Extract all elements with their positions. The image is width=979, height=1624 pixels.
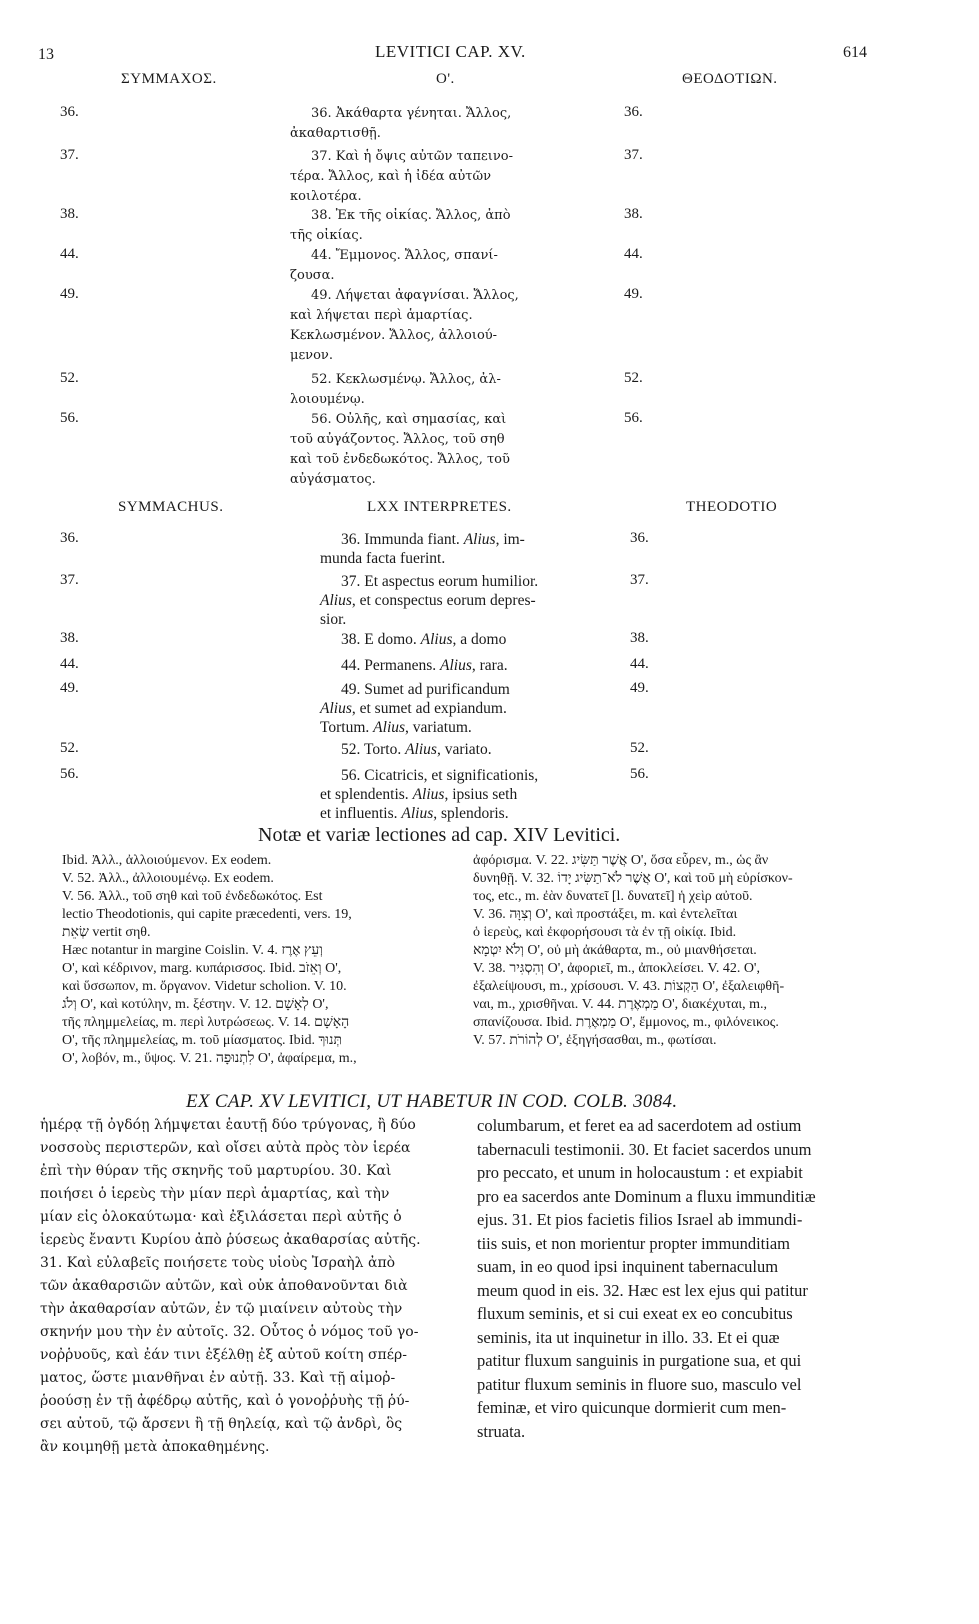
symmachus-verse-number: 52. <box>60 740 79 756</box>
body-line: patitur fluxum sanguinis in purgatione sua, et qui <box>477 1351 802 1370</box>
theodotion-verse-number: 37. <box>630 572 649 588</box>
column-heading-theodotion-latin: THEODOTIO <box>686 499 778 515</box>
body-line: νοῤῥυοῦς, καὶ ἐάν τινι ἐξέλθῃ ἐξ αὐτοῦ κοίτη σπέρ- <box>40 1347 407 1363</box>
note-line: V. 56. Ἀλλ., τοῦ σηθ καὶ τοῦ ἐνδεδωκότος. Est <box>62 889 323 904</box>
note-line: ναι, m., χρισθῆναι. V. 44. מַמְאֶרֶת Ο', διακέχυται, m., <box>473 997 768 1012</box>
lxx-greek-line: μενον. <box>290 348 333 363</box>
body-line: seminis, ita ut inquinetur in illo. 33. Et ei quæ <box>477 1327 780 1347</box>
body-line: struata. <box>477 1421 526 1441</box>
lxx-latin-line: 44. Permanens. Alius, rara. <box>341 657 508 674</box>
body-line: ῥοούσῃ ἐν τῇ ἀφέδρῳ αὐτῆς, καὶ ὁ γονοῤῥυὴς τῇ ῥύ- <box>40 1393 410 1409</box>
note-line: τος, etc., m. ἐὰν δυνατεῖ [l. δυνατεῖ] ἡ χεὶρ αὐτοῦ. <box>473 889 753 904</box>
lxx-greek-line: 49. Λήψεται ἀφαγνίσαι. Ἄλλος, <box>311 288 519 303</box>
lxx-latin-line: Tortum. Alius, variatum. <box>320 719 472 736</box>
lxx-latin-line: Alius, et conspectus eorum depres- <box>320 592 536 609</box>
symmachus-verse-number: 56. <box>60 410 79 426</box>
body-line: fluxum seminis, et si cui exeat ex eo concubitus <box>477 1304 793 1323</box>
body-line: feminæ, et viro quicunque dormierit cum men- <box>477 1398 787 1417</box>
note-line: ἐξαλείψουσι, m., χρίσουσι. V. 43. הַקְצוֹת Ο', ἐξαλειφθῆ- <box>473 979 785 994</box>
body-line: ματος, ὥστε μιανθῆναι ἐν αὐτῇ. 33. Καὶ τῇ αἱμοῤ- <box>40 1370 396 1386</box>
lxx-latin-line: 56. Cicatricis, et significationis, <box>341 767 539 784</box>
note-line: lectio Theodotionis, qui capite præcedenti, vers. 19, <box>62 907 352 922</box>
body-line: suam, in eo quod ipsi inquinent tabernaculum <box>477 1257 779 1276</box>
body-line: pro peccato, et unum in holocaustum : et expiabit <box>477 1163 803 1182</box>
notes-right-column <box>473 852 888 1050</box>
lxx-greek-line: καὶ λήψεται περὶ ἁμαρτίας. <box>290 308 473 323</box>
theodotion-verse-number: 56. <box>624 410 643 426</box>
note-line: וְלֹא יִטְמָא Ο', οὐ μὴ ἀκάθαρτα, m., οὐ μιανθήσεται. <box>473 943 757 958</box>
theodotion-verse-number: 37. <box>624 147 643 163</box>
lxx-latin-line: 36. Immunda fiant. Alius, im- <box>341 531 525 548</box>
column-heading-symmachus-greek: ΣΥΜΜΑΧΟΣ. <box>121 71 217 87</box>
symmachus-verse-number: 44. <box>60 246 79 262</box>
lxx-latin-line: 49. Sumet ad purificandum <box>341 681 510 698</box>
theodotion-verse-number: 52. <box>630 740 649 756</box>
note-line: Ο', καὶ κέδρινον, marg. κυπάρισσος. Ibid. וְאֵזֹב Ο', <box>62 961 342 976</box>
lxx-latin-line: 38. E domo. Alius, a domo <box>341 631 507 648</box>
lxx-greek-line: Κεκλωσμένον. Ἄλλος, ἀλλοιού- <box>290 328 498 343</box>
lxx-latin-line: munda facta fuerint. <box>320 550 446 567</box>
notes-heading: Notæ et variæ lectiones ad cap. XIV Levitici. <box>258 824 621 846</box>
body-line: σκηνήν μου τὴν ἐν αὐτοῖς. 32. Οὗτος ὁ νόμος τοῦ γο- <box>40 1324 419 1340</box>
body-line: tiis suis, et non morientur propter immunditiam <box>477 1233 791 1253</box>
theodotion-verse-number: 49. <box>624 286 643 302</box>
page-number-right: 614 <box>843 44 867 61</box>
symmachus-verse-number: 56. <box>60 766 79 782</box>
theodotion-verse-number: 56. <box>630 766 649 782</box>
note-line: Ο', λοβόν, m., ὕψος. V. 21. לִתְנוּפָה Ο', ἀφαίρεμα, m., <box>62 1051 357 1066</box>
note-line: ἀφόρισμα. V. 22. אֲשֶׁר תַּשִּׂיג Ο', ὅσα εὗρεν, m., ὡς ἂν <box>473 853 769 868</box>
note-line: V. 38. וְהִסְגִּיר Ο', ἀφοριεῖ, m., ἀποκλείσει. V. 42. Ο', <box>473 961 760 976</box>
page-number-left: 13 <box>38 46 54 63</box>
body-line: σει αὐτοῦ, τῷ ἄρσενι ἢ τῇ θηλείᾳ, καὶ τῷ ἀνδρὶ, ὃς <box>40 1416 403 1432</box>
symmachus-verse-number: 36. <box>60 104 79 120</box>
note-line: τῆς πλημμελείας, m. περὶ λυτρώσεως. V. 14. הָאָשָׁם <box>62 1015 350 1030</box>
notes-left-column <box>62 852 462 1068</box>
body-greek-column <box>40 1114 465 1459</box>
lxx-latin-line: 52. Torto. Alius, variato. <box>341 741 492 758</box>
page-title: LEVITICI CAP. XV. <box>375 42 526 61</box>
note-line: V. 57. לְהוֹרֹת Ο', ἐξηγήσασθαι, m., φωτίσαι. <box>473 1033 717 1048</box>
note-line: καὶ ὕσσωπον, m. ὄργανον. Videtur scholion. V. 10. <box>62 979 347 994</box>
note-line: V. 52. Ἀλλ., ἀλλοιουμένῳ. Ex eodem. <box>62 871 274 886</box>
body-line: ἐπὶ τὴν θύραν τῆς σκηνῆς τοῦ μαρτυρίου. 30. Καὶ <box>40 1163 392 1179</box>
note-line: וְלֹג Ο', καὶ κοτύλην, m. ξέστην. V. 12. לְאָשָׁם Ο', <box>62 997 329 1012</box>
lxx-greek-line: 38. Ἐκ τῆς οἰκίας. Ἄλλος, ἀπὸ <box>311 208 511 223</box>
body-line: 31. Καὶ εὐλαβεῖς ποιήσετε τοὺς υἱοὺς Ἰσραὴλ ἀπὸ <box>40 1255 396 1271</box>
body-line: patitur fluxum seminis in fluore suo, masculo vel <box>477 1374 802 1394</box>
symmachus-verse-number: 36. <box>60 530 79 546</box>
lxx-greek-line: τοῦ αὐγάζοντος. Ἄλλος, τοῦ σηθ <box>290 432 505 447</box>
symmachus-verse-number: 49. <box>60 680 79 696</box>
body-line: ἂν κοιμηθῇ μετὰ ἀποκαθημένης. <box>40 1439 270 1455</box>
symmachus-verse-number: 52. <box>60 370 79 386</box>
note-line: σπανίζουσα. Ibid. מַמְאֶרֶת Ο', ἔμμονος, m., φιλόνεικος. <box>473 1015 779 1030</box>
lxx-greek-line: 56. Οὐλῆς, καὶ σημασίας, καὶ <box>311 412 507 427</box>
lxx-greek-line: κοιλοτέρα. <box>290 189 362 204</box>
body-line: νοσσοὺς περιστερῶν, καὶ οἴσει αὐτὰ πρὸς τὸν ἱερέα <box>40 1140 411 1156</box>
theodotion-verse-number: 49. <box>630 680 649 696</box>
note-line: Hæc notantur in margine Coislin. V. 4. וְעֵץ אֶרֶז <box>62 943 323 958</box>
symmachus-verse-number: 49. <box>60 286 79 302</box>
lxx-greek-line: ἀκαθαρτισθῇ. <box>290 126 381 141</box>
theodotion-verse-number: 38. <box>630 630 649 646</box>
body-line: ejus. 31. Et pios facietis filios Israel ab immundi- <box>477 1210 803 1229</box>
body-line: meum quod in eis. 32. Hæc est lex ejus qui patitur <box>477 1280 808 1300</box>
note-line: Ο', τῆς πλημμελείας, m. τοῦ μίασματος. Ibid. תְּנוּךְ <box>62 1033 343 1048</box>
theodotion-verse-number: 44. <box>630 656 649 672</box>
body-line: μίαν εἰς ὁλοκαύτωμα· καὶ ἐξιλάσεται περὶ αὐτῆς ὁ <box>40 1209 402 1225</box>
theodotion-verse-number: 38. <box>624 206 643 222</box>
body-line: ποιήσει ὁ ἱερεὺς τὴν μίαν περὶ ἁμαρτίας, καὶ τὴν <box>40 1186 390 1202</box>
lxx-greek-line: τέρα. Ἄλλος, καὶ ἡ ἰδέα αὐτῶν <box>290 169 492 184</box>
lxx-greek-line: αὐγάσματος. <box>290 472 376 487</box>
lxx-greek-line: τῆς οἰκίας. <box>290 228 363 243</box>
theodotion-verse-number: 44. <box>624 246 643 262</box>
theodotion-verse-number: 36. <box>624 104 643 120</box>
note-line: שְׂאֵת vertit σηθ. <box>62 925 151 940</box>
body-line: ἡμέρᾳ τῇ ὀγδόῃ λήμψεται ἑαυτῇ δύο τρύγονας, ἢ δύο <box>40 1117 416 1133</box>
column-heading-symmachus-latin: SYMMACHUS. <box>118 499 224 515</box>
symmachus-verse-number: 44. <box>60 656 79 672</box>
lxx-latin-line: Alius, et sumet ad expiandum. <box>320 700 507 717</box>
lxx-greek-line: καὶ τοῦ ἐνδεδωκότος. Ἄλλος, τοῦ <box>290 452 510 467</box>
column-heading-lxx-greek: Ο'. <box>436 71 455 87</box>
lxx-greek-line: 52. Κεκλωσμένῳ. Ἄλλος, ἀλ- <box>311 372 501 387</box>
note-line: δυνηθῇ. V. 32. אֲשֶׁר לֹא־תַשִּׂיג יָדוֹ Ο', καὶ τοῦ μὴ εὑρίσκον- <box>473 871 793 886</box>
body-line: pro ea sacerdos ante Dominum a fluxu immunditiæ <box>477 1186 816 1206</box>
lxx-latin-line: sior. <box>320 611 347 628</box>
lxx-greek-line: 37. Καὶ ἡ ὄψις αὐτῶν ταπεινο- <box>311 149 513 164</box>
symmachus-verse-number: 38. <box>60 630 79 646</box>
symmachus-verse-number: 37. <box>60 147 79 163</box>
body-line: tabernaculi testimonii. 30. Et faciet sacerdos unum <box>477 1139 812 1159</box>
symmachus-verse-number: 38. <box>60 206 79 222</box>
column-heading-lxx-latin: LXX INTERPRETES. <box>367 499 512 515</box>
lxx-greek-line: λοιουμένῳ. <box>290 392 365 407</box>
colb-heading: EX CAP. XV LEVITICI, UT HABETUR IN COD. COLB. 3084. <box>186 1091 678 1112</box>
lxx-latin-line: et splendentis. Alius, ipsius seth <box>320 786 518 803</box>
body-line: τὴν ἀκαθαρσίαν αὐτῶν, ἐν τῷ μιαίνειν αὐτοὺς τὴν <box>40 1301 403 1317</box>
theodotion-verse-number: 36. <box>630 530 649 546</box>
column-heading-theodotion-greek: ΘΕΟΔΟΤΙΩΝ. <box>682 71 778 87</box>
lxx-greek-line: 36. Ἀκάθαρτα γένηται. Ἄλλος, <box>311 106 512 121</box>
note-line: ὁ ἱερεὺς, καὶ ἐκφορήσουσι τὰ ἐν τῇ οἰκίᾳ. Ibid. <box>473 925 737 940</box>
body-line: τῶν ἀκαθαρσιῶν αὐτῶν, καὶ οὐκ ἀποθανοῦνται διὰ <box>40 1278 408 1294</box>
body-latin-column <box>477 1114 882 1443</box>
lxx-greek-line: ζουσα. <box>290 268 335 283</box>
body-line: columbarum, et feret ea ad sacerdotem ad ostium <box>477 1116 802 1135</box>
note-line: V. 36. וְצִוָּה Ο', καὶ προστάξει, m. καὶ ἐντελεῖται <box>473 907 738 922</box>
lxx-greek-line: 44. Ἔμμονος. Ἄλλος, σπανί- <box>311 248 498 263</box>
symmachus-verse-number: 37. <box>60 572 79 588</box>
lxx-latin-line: et influentis. Alius, splendoris. <box>320 805 509 822</box>
lxx-latin-line: 37. Et aspectus eorum humilior. <box>341 573 539 590</box>
theodotion-verse-number: 52. <box>624 370 643 386</box>
body-line: ἱερεὺς ἔναντι Κυρίου ἀπὸ ῥύσεως ἀκαθαρσίας αὐτῆς. <box>40 1232 421 1248</box>
note-line: Ibid. Ἀλλ., ἀλλοιούμενον. Ex eodem. <box>62 853 272 868</box>
